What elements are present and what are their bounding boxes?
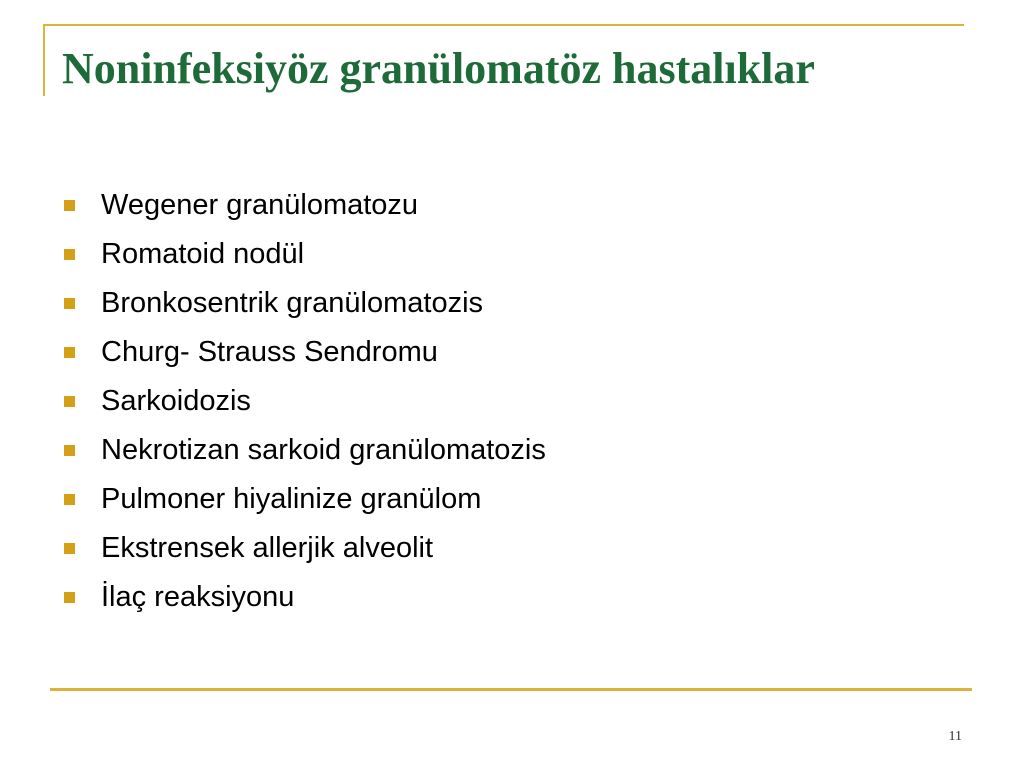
bottom-rule <box>50 688 972 691</box>
bullet-text: Nekrotizan sarkoid granülomatozis <box>101 434 546 466</box>
bullet-item <box>64 573 546 622</box>
bullet-text: Churg- Strauss Sendromu <box>101 336 438 368</box>
bullet-item <box>64 377 546 426</box>
bullet-item <box>64 524 546 573</box>
bullet-item <box>64 328 546 377</box>
bullet-text: Bronkosentrik granülomatozis <box>101 287 484 319</box>
bullet-text: Sarkoidozis <box>101 385 251 417</box>
bullet-text: İlaç reaksiyonu <box>101 581 295 613</box>
bullet-item <box>64 230 546 279</box>
left-rule <box>43 24 45 96</box>
page-number: 11 <box>948 729 962 744</box>
square-bullet-icon <box>64 592 75 603</box>
square-bullet-icon <box>64 396 75 407</box>
square-bullet-icon <box>64 249 75 260</box>
bullet-text: Wegener granülomatozu <box>101 189 419 221</box>
bullet-item <box>64 426 546 475</box>
bullet-list <box>64 181 546 622</box>
square-bullet-icon <box>64 347 75 358</box>
bullet-item <box>64 279 546 328</box>
square-bullet-icon <box>64 445 75 456</box>
bullet-text: Ekstrensek allerjik alveolit <box>101 532 434 564</box>
bullet-text: Pulmoner hiyalinize granülom <box>101 483 482 515</box>
bullet-item <box>64 475 546 524</box>
square-bullet-icon <box>64 494 75 505</box>
slide-title: Noninfeksiyöz granülomatöz hastalıklar <box>62 44 815 93</box>
bullet-item <box>64 181 546 230</box>
square-bullet-icon <box>64 298 75 309</box>
top-rule <box>43 24 964 26</box>
bullet-text: Romatoid nodül <box>101 238 305 270</box>
square-bullet-icon <box>64 543 75 554</box>
square-bullet-icon <box>64 200 75 211</box>
